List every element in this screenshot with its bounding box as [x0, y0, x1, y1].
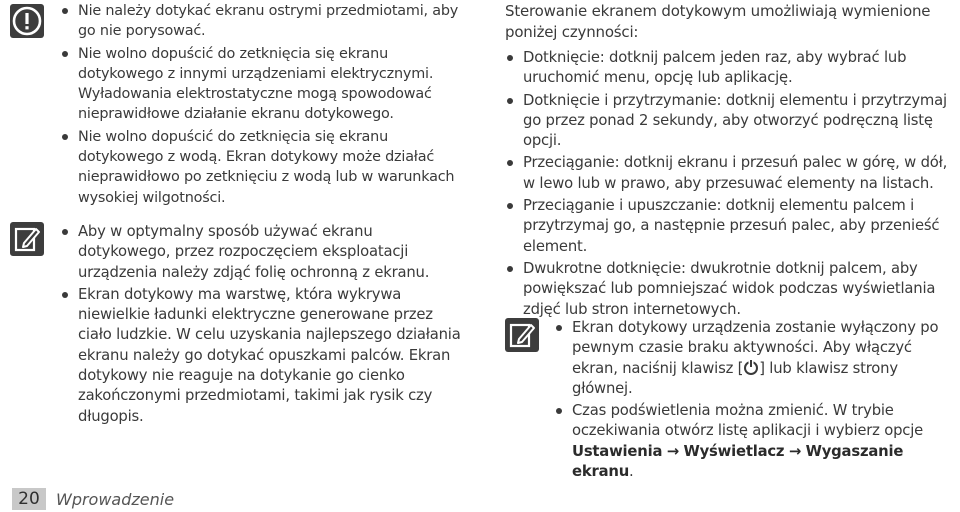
page-footer [12, 486, 174, 512]
list-item: Dwukrotne dotknięcie: dwukrotnie dotknij palcem, aby powiększać lub pomniejszać widok podczas wyświetlania zdjęć lub stron internetowych. [507, 259, 960, 320]
note-list [62, 222, 467, 427]
touch-actions-list [507, 48, 960, 320]
list-item: Dotknięcie i przytrzymanie: dotknij elementu i przytrzymaj go przez ponad 2 sekundy, aby otworzyć podręczną listę opcji. [507, 91, 960, 152]
section-title: Wprowadzenie [56, 489, 175, 509]
list-item: Dotknięcie: dotknij palcem jeden raz, aby wybrać lub uruchomić menu, opcję lub aplikację. [507, 48, 960, 89]
menu-path-display: Wyświetlacz [683, 442, 785, 460]
path-end: . [629, 463, 634, 481]
pencil-note-icon [10, 222, 44, 256]
power-icon [744, 361, 758, 375]
list-item [556, 401, 960, 482]
list-item: Ekran dotykowy ma warstwę, która wykrywa niewielkie ładunki elektryczne generowane przez ciało ludzkie. W celu uzyskania najlepszego działania ekranu należy go dotykać opuszkami palców. Ekran dotykowy nie reaguje na dotykanie go cienko zakończonymi przedmiotami, takimi jak rysik czy długopis. [62, 285, 467, 427]
exclamation-icon [10, 4, 44, 38]
note-text: Ekran dotykowy urządzenia zostanie wyłączony po pewnym czasie braku aktywności. Aby włączyć ekran, naciśnij klawisz [ [572, 319, 939, 377]
page-number: 20 [12, 488, 46, 510]
pencil-note-icon [505, 318, 539, 352]
list-item: Nie wolno dopuścić do zetknięcia się ekranu dotykowego z innymi urządzeniami elektrycznymi. Wyładowania elektrostatyczne mogą spowodować nieprawidłowe działanie ekranu dotykowego. [62, 44, 467, 125]
list-item: Nie należy dotykać ekranu ostrymi przedmiotami, aby go nie porysować. [62, 1, 467, 42]
menu-path-screen-timeout: Wygaszanie ekranu [572, 442, 904, 481]
path-arrow: → [666, 442, 679, 460]
screen-note-list [556, 318, 960, 482]
menu-path-settings: Ustawienia [572, 442, 663, 460]
list-item: Przeciąganie: dotknij ekranu i przesuń palec w górę, w dół, w lewo lub w prawo, aby przesuwać elementy na listach. [507, 153, 960, 194]
note-text: ] lub klawisz strony głównej. [572, 359, 898, 397]
list-item: Aby w optymalny sposób używać ekranu dotykowego, przez rozpoczęciem eksploatacji urządzenia należy zdjąć folię ochronną z ekranu. [62, 222, 467, 283]
list-item: Nie wolno dopuścić do zetknięcia się ekranu dotykowego z wodą. Ekran dotykowy może działać nieprawidłowo po zetknięciu z wodą lub w warunkach wysokiej wilgotności. [62, 127, 467, 208]
path-arrow: → [788, 442, 802, 460]
list-item [556, 318, 960, 399]
note-text: Czas podświetlenia można zmienić. W trybie oczekiwania otwórz listę aplikacji i wybierz opcje [572, 402, 924, 440]
warning-list [62, 1, 467, 208]
list-item: Przeciąganie i upuszczanie: dotknij elementu palcem i przytrzymaj go, a następnie przesuń palec, aby przenieść element. [507, 196, 960, 257]
intro-text: Sterowanie ekranem dotykowym umożliwiają wymienione poniżej czynności: [505, 2, 931, 41]
